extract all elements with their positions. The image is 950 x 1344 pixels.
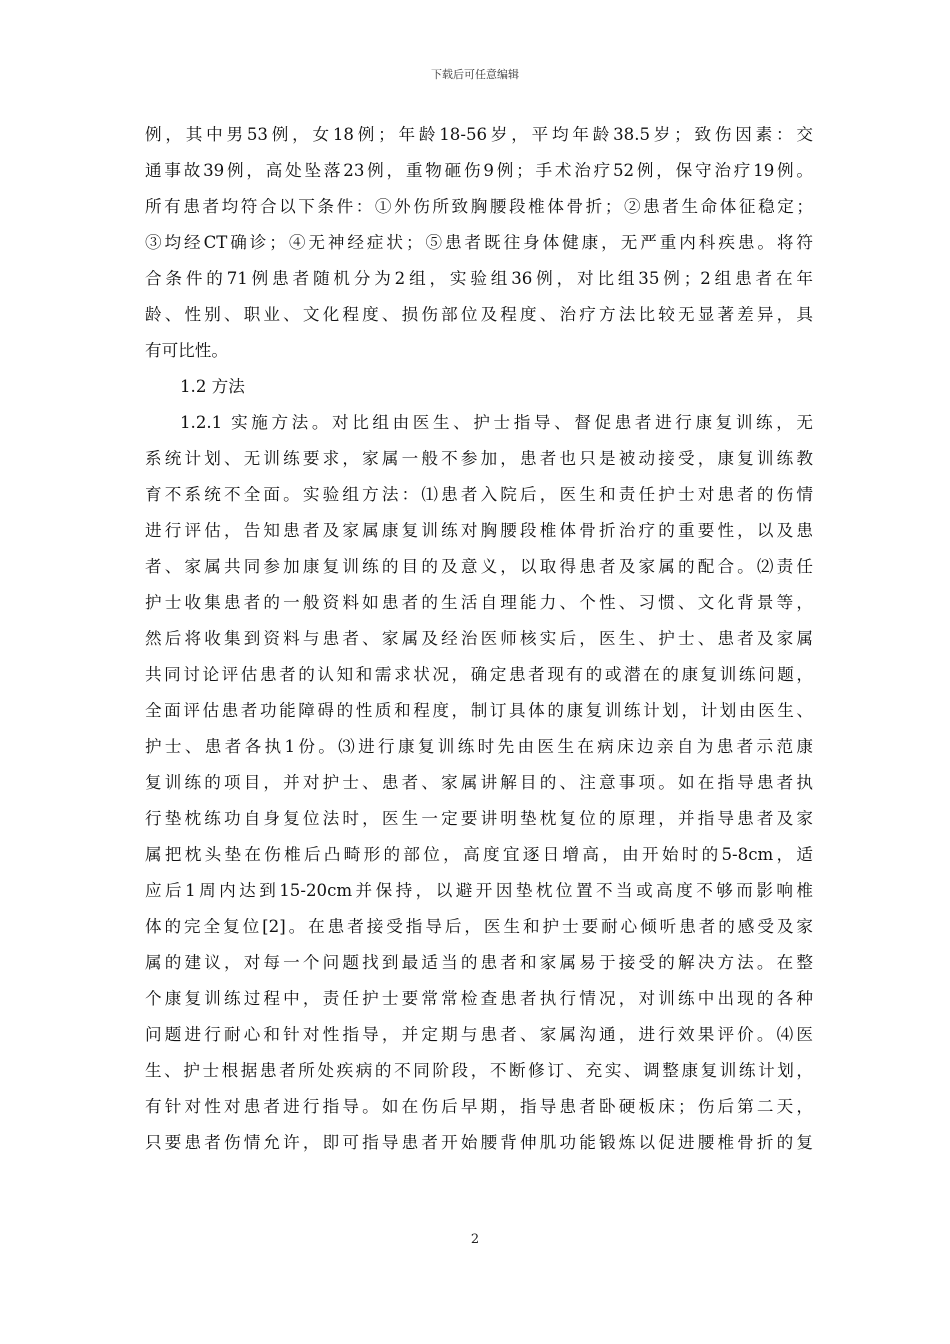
body-line: 合条件的71例患者随机分为2组，实验组36例，对比组35例；2组患者在年	[145, 269, 813, 288]
page-number: 2	[470, 1232, 480, 1247]
body-line: 全面评估患者功能障碍的性质和程度，制订具体的康复训练计划，计划由医生、	[145, 701, 813, 720]
body-line: 护士收集患者的一般资料如患者的生活自理能力、个性、习惯、文化背景等，	[145, 593, 813, 612]
body-line: 属把枕头垫在伤椎后凸畸形的部位，高度宜逐日增高，由开始时的5-8cm，适	[145, 845, 813, 864]
body-line: 共同讨论评估患者的认知和需求状况，确定患者现有的或潜在的康复训练问题，	[145, 665, 813, 684]
body-line: 有针对性对患者进行指导。如在伤后早期，指导患者卧硬板床；伤后第二天，	[145, 1097, 813, 1116]
body-line: 复训练的项目，并对护士、患者、家属讲解目的、注意事项。如在指导患者执	[145, 773, 813, 792]
body-line: 应后1周内达到15-20cm并保持，以避开因垫枕位置不当或高度不够而影响椎	[145, 881, 813, 900]
body-line: 有可比性。	[145, 341, 228, 360]
document-body	[145, 117, 813, 1161]
body-line: 所有患者均符合以下条件：①外伤所致胸腰段椎体骨折；②患者生命体征稳定；	[145, 197, 813, 216]
body-line: 龄、性别、职业、文化程度、损伤部位及程度、治疗方法比较无显著差异，具	[145, 305, 813, 324]
body-line: 例，其中男53例，女18例；年龄18-56岁，平均年龄38.5岁；致伤因素：交	[145, 125, 813, 144]
page-header-note: 下载后可任意编辑	[431, 68, 519, 81]
body-line: 行垫枕练功自身复位法时，医生一定要讲明垫枕复位的原理，并指导患者及家	[145, 809, 813, 828]
body-line: 通事故39例，高处坠落23例，重物砸伤9例；手术治疗52例，保守治疗19例。	[145, 161, 813, 180]
body-line: 属的建议，对每一个问题找到最适当的患者和家属易于接受的解决方法。在整	[145, 953, 813, 972]
body-line: 进行评估，告知患者及家属康复训练对胸腰段椎体骨折治疗的重要性，以及患	[145, 521, 813, 540]
body-line: 护士、患者各执1份。⑶进行康复训练时先由医生在病床边亲自为患者示范康	[145, 737, 813, 756]
section-heading: 1.2 方法	[180, 377, 245, 396]
body-line: 问题进行耐心和针对性指导，并定期与患者、家属沟通，进行效果评价。⑷医	[145, 1025, 813, 1044]
body-line: 系统计划、无训练要求，家属一般不参加，患者也只是被动接受，康复训练教	[145, 449, 813, 468]
body-line: 体的完全复位[2]。在患者接受指导后，医生和护士要耐心倾听患者的感受及家	[145, 917, 813, 936]
body-line: 然后将收集到资料与患者、家属及经治医师核实后，医生、护士、患者及家属	[145, 629, 813, 648]
body-line: ③均经CT确诊；④无神经症状；⑤患者既往身体健康，无严重内科疾患。将符	[145, 233, 813, 252]
body-line: 者、家属共同参加康复训练的目的及意义，以取得患者及家属的配合。⑵责任	[145, 557, 813, 576]
body-line: 个康复训练过程中，责任护士要常常检查患者执行情况，对训练中出现的各种	[145, 989, 813, 1008]
body-line: 育不系统不全面。实验组方法：⑴患者入院后，医生和责任护士对患者的伤情	[145, 485, 813, 504]
body-line: 只要患者伤情允许，即可指导患者开始腰背伸肌功能锻炼以促进腰椎骨折的复	[145, 1133, 813, 1152]
body-line: 生、护士根据患者所处疾病的不同阶段，不断修订、充实、调整康复训练计划，	[145, 1061, 813, 1080]
body-line: 1.2.1 实施方法。对比组由医生、护士指导、督促患者进行康复训练，无	[180, 413, 813, 432]
